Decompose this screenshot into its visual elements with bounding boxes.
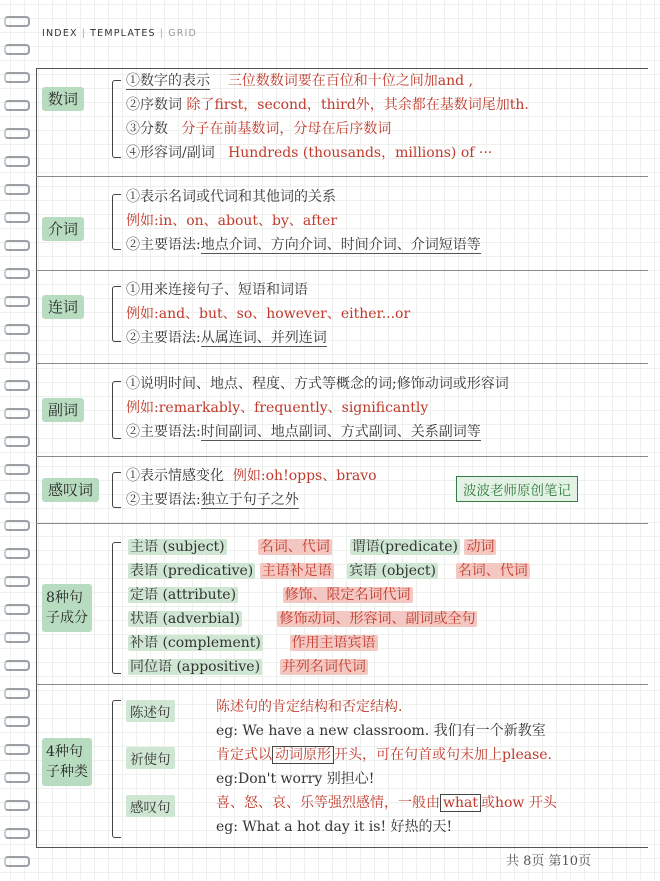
adverb-row-1: ①说明时间、地点、程度、方式等概念的词;修饰动词或形容词 [126,376,509,392]
component-row-2: 表语 (predicative) 主语补足语 宾语 (object) 名词、代词 [130,563,528,579]
divider [36,270,648,271]
brace [112,472,121,508]
component-row-6: 同位语 (appositive) 并列名词代词 [130,659,366,675]
tag-preposition: 介词 [42,217,84,241]
component-row-3: 定语 (attribute) 修饰、限定名词代词 [130,587,411,603]
brace [112,80,121,158]
type-imperative: 祈使句 [126,747,175,769]
tag-sentence-types: 4种句 子种类 [42,738,92,786]
divider [36,523,648,524]
divider [36,684,648,685]
type-exclamatory: 感叹句 [126,795,175,817]
frame-left-line [36,68,37,848]
header-index[interactable]: INDEX [42,28,78,39]
frame-top-line [36,68,648,69]
page-number: 共 8页 第10页 [506,854,592,869]
brace [112,381,121,439]
tag-conjunction: 连词 [42,295,84,319]
brace [112,542,121,674]
adverb-row-2: 例如:remarkably、frequently、significantly [126,400,429,416]
brace [112,700,121,838]
preposition-row-2: 例如:in、on、about、by、after [126,213,338,229]
numeral-row-2: ②序数词 除了first，second，third外，其余都在基数词尾加th. [126,97,529,113]
brace [112,194,121,250]
conjunction-row-2: 例如:and、but、so、however、either...or [126,306,411,322]
adverb-row-3: ②主要语法:时间副词、地点副词、方式副词、关系副词等 [126,424,481,440]
divider [36,176,648,177]
conjunction-row-3: ②主要语法:从属连词、并列连词 [126,330,327,346]
numeral-row-4: ④形容词/副词 Hundreds (thousands，millions) of ··· [126,145,493,161]
interjection-row-2: ②主要语法:独立于句子之外 [126,492,299,508]
numeral-row-1: ①数字的表示 三位数数词要在百位和十位之间加and , [126,73,474,89]
frame-bottom-line [36,847,648,848]
exclamatory-example: eg: What a hot day it is! 好热的天! [216,819,453,835]
preposition-row-3: ②主要语法:地点介词、方向介词、时间介词、介词短语等 [126,237,481,253]
tag-interjection: 感叹词 [42,478,99,502]
exclamatory-desc: 喜、怒、哀、乐等强烈感情，一般由 what 或how 开头 [216,795,557,811]
conjunction-row-1: ①用来连接句子、短语和词语 [126,282,308,298]
page-header: INDEX | TEMPLATES | GRID [42,28,198,39]
tag-sentence-components: 8种句 子成分 [42,584,92,632]
numeral-row-3: ③分数 分子在前基数词，分母在后序数词 [126,121,392,137]
imperative-example: eg:Don't worry 别担心! [216,771,375,787]
declarative-example: eg: We have a new classroom. 我们有一个新教室 [216,723,546,739]
brace [112,286,121,342]
declarative-desc: 陈述句的肯定结构和否定结构. [216,699,403,715]
spiral-binding [0,0,30,881]
divider [36,456,648,457]
header-templates[interactable]: TEMPLATES [90,28,156,39]
component-row-5: 补语 (complement) 作用主语宾语 [130,635,376,651]
preposition-row-1: ①表示名词或代词和其他词的关系 [126,189,336,205]
component-row-1: 主语 (subject) 名词、代词 谓语(predicate) 动词 [130,539,495,555]
header-grid[interactable]: GRID [168,28,198,39]
tag-numeral: 数词 [42,87,84,111]
imperative-desc: 肯定式以 动词原形 开头，可在句首或句末加上please. [216,747,552,763]
tag-adverb: 副词 [42,398,84,422]
component-row-4: 状语 (adverbial) 修饰动词、形容词、副词或全句 [130,611,476,627]
author-stamp: 波波老师原创笔记 [456,476,578,502]
interjection-row-1: ①表示情感变化 例如:oh!opps、bravo [126,468,377,484]
type-declarative: 陈述句 [126,700,175,722]
divider [36,363,648,364]
